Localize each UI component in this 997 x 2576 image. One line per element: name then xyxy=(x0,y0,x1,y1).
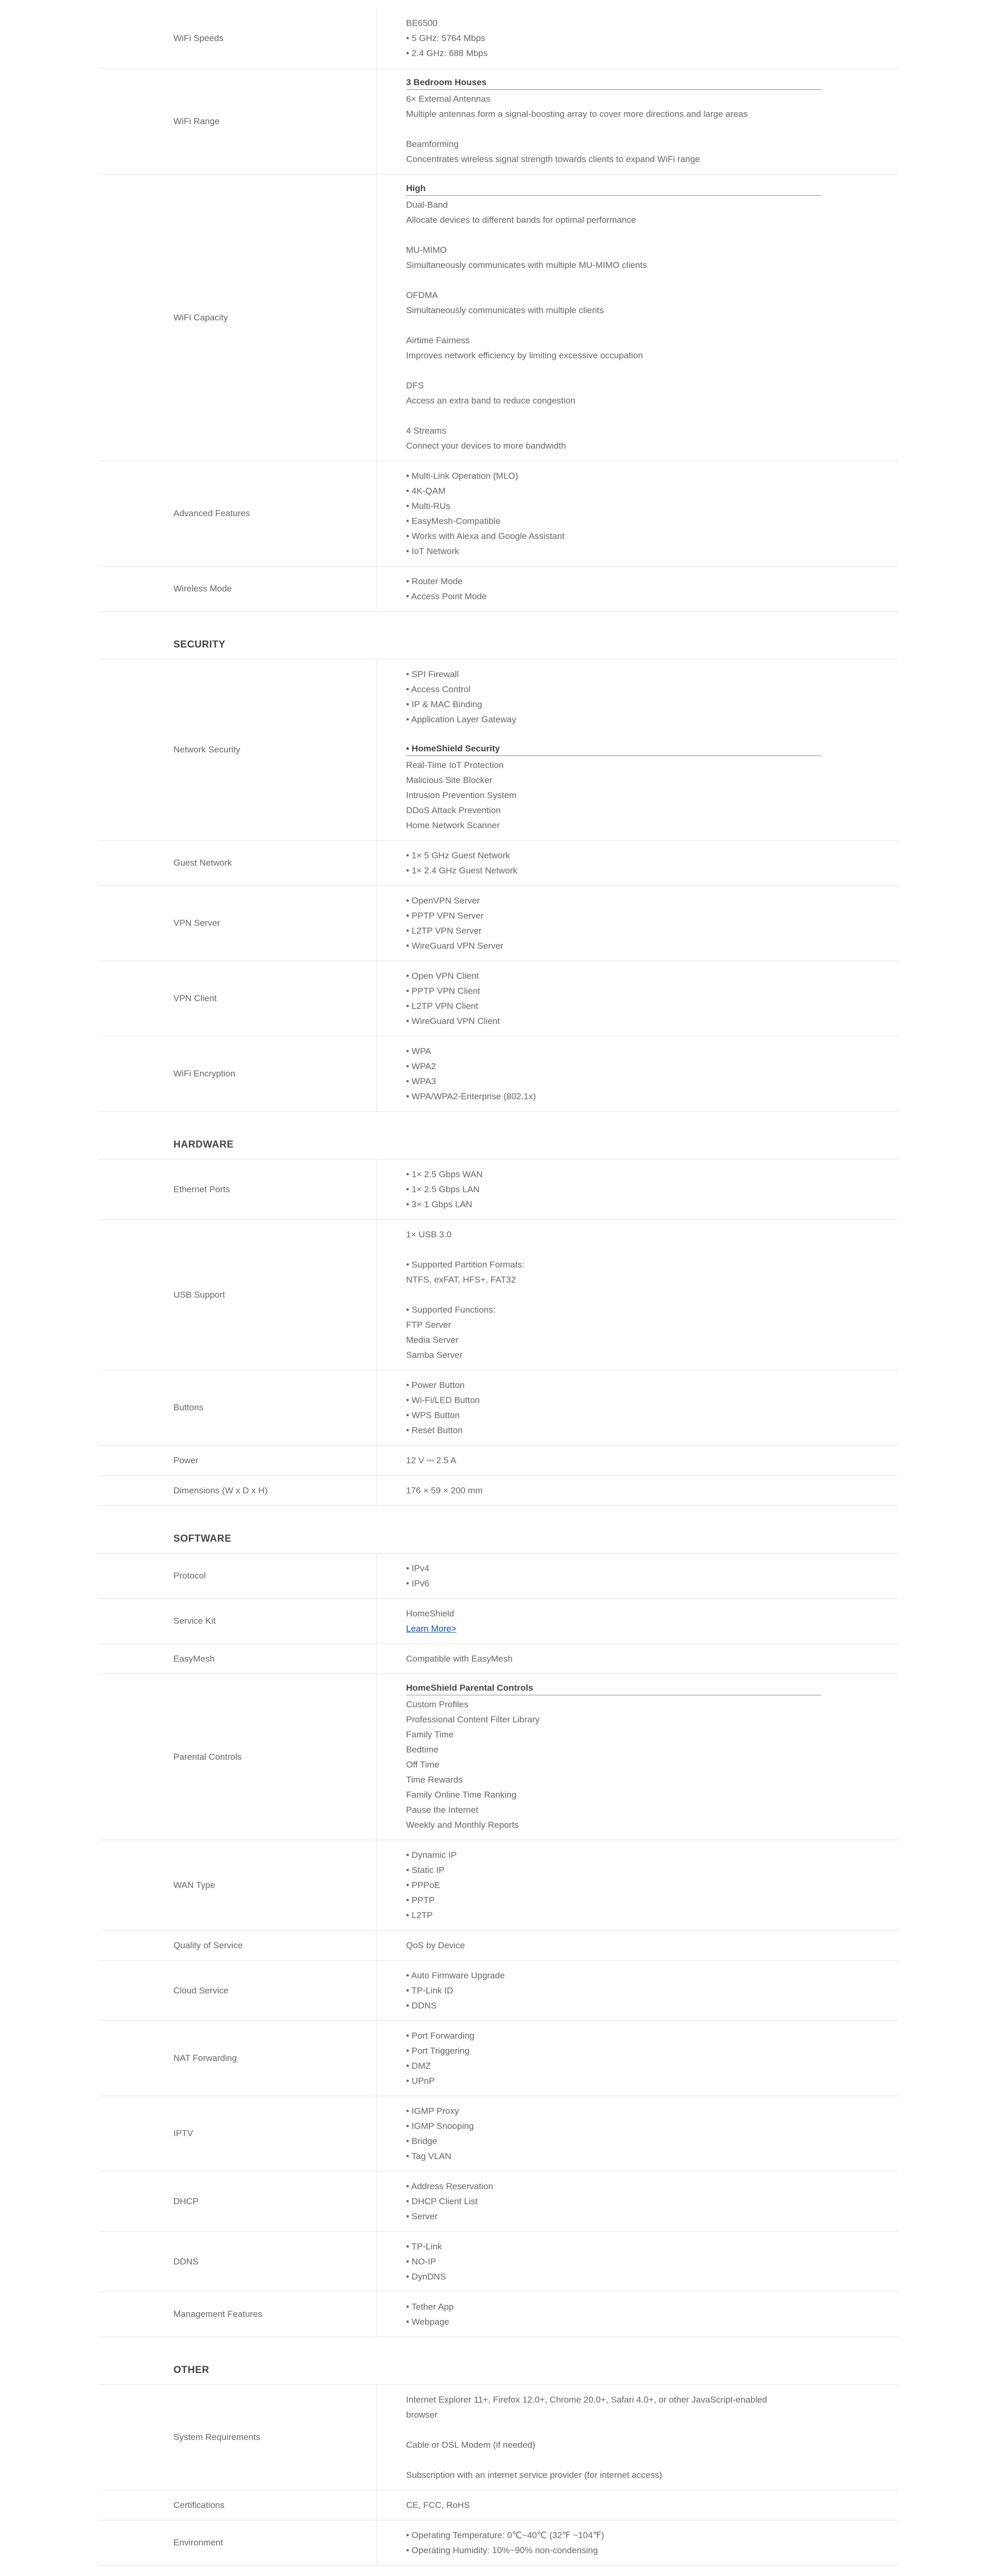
spec-line: • Access Control xyxy=(406,684,471,694)
spec-line: Malicious Site Blocker xyxy=(406,775,493,785)
spec-value xyxy=(377,1599,898,1643)
spec-line: • WPS Button xyxy=(406,1410,460,1420)
spec-value xyxy=(377,961,898,1036)
spec-row-easymesh xyxy=(99,1644,898,1674)
spec-line: • IP & MAC Binding xyxy=(406,699,482,709)
spec-line: Improves network efficiency by limiting excessive occupation xyxy=(406,350,643,360)
spec-value xyxy=(377,886,898,961)
spec-row-system-requirements xyxy=(99,2385,898,2490)
spec-row-cloud-service xyxy=(99,1961,898,2021)
spec-line: MU-MIMO xyxy=(406,245,447,255)
spec-label: System Requirements xyxy=(99,2385,377,2490)
spec-line: • Multi-RUs xyxy=(406,501,451,511)
spec-line: • DMZ xyxy=(406,2061,431,2071)
spec-row-dhcp xyxy=(99,2172,898,2232)
spec-row-dimensions-w-x-d-x-h xyxy=(99,1476,898,1506)
spec-line: • Address Reservation xyxy=(406,2181,493,2191)
spec-label: IPTV xyxy=(99,2096,377,2171)
spec-line: • 1× 5 GHz Guest Network xyxy=(406,851,510,860)
spec-label: Wireless Mode xyxy=(99,567,377,611)
spec-subheading: HomeShield Parental Controls xyxy=(406,1681,821,1695)
spec-line: OFDMA xyxy=(406,290,438,300)
spec-row-buttons xyxy=(99,1370,898,1446)
spec-line: • PPTP VPN Server xyxy=(406,911,484,921)
spec-line: • OpenVPN Server xyxy=(406,896,480,906)
spec-line: Samba Server xyxy=(406,1350,463,1360)
spec-line: 12 V ⎓ 2.5 A xyxy=(406,1455,456,1465)
spec-row-usb-support xyxy=(99,1220,898,1370)
spec-value xyxy=(377,659,898,840)
spec-line: • 2.4 GHz: 688 Mbps xyxy=(406,48,488,58)
spec-line: Bedtime xyxy=(406,1745,439,1755)
spec-row-management-features xyxy=(99,2292,898,2337)
spec-label: WiFi Encryption xyxy=(99,1036,377,1111)
spec-row-vpn-client xyxy=(99,961,898,1036)
spec-line: • DHCP Client List xyxy=(406,2196,478,2206)
spec-line: • PPTP VPN Client xyxy=(406,986,480,996)
spec-line: Access an extra band to reduce congestion xyxy=(406,396,576,406)
spec-label: Network Security xyxy=(99,659,377,840)
spec-line: • Reset Button xyxy=(406,1425,463,1435)
spec-table xyxy=(99,0,898,2576)
spec-label: Advanced Features xyxy=(99,461,377,566)
spec-line: • PPTP xyxy=(406,1895,435,1905)
spec-line: Time Rewards xyxy=(406,1775,463,1785)
spec-value xyxy=(377,1674,898,1840)
spec-line: Allocate devices to different bands for optimal performance xyxy=(406,215,636,225)
spec-line: • Router Mode xyxy=(406,576,463,586)
spec-row-protocol xyxy=(99,1554,898,1599)
spec-line: • IGMP Snooping xyxy=(406,2121,474,2131)
spec-label: Environment xyxy=(99,2520,377,2565)
spec-row-wifi-range xyxy=(99,69,898,174)
spec-line: • Supported Partition Formats: xyxy=(406,1260,524,1270)
spec-line: • Static IP xyxy=(406,1865,444,1875)
spec-label: Management Features xyxy=(99,2292,377,2337)
spec-row-ethernet-ports xyxy=(99,1159,898,1220)
spec-line: Compatible with EasyMesh xyxy=(406,1654,513,1664)
spec-row-service-kit xyxy=(99,1599,898,1644)
spec-label: Parental Controls xyxy=(99,1674,377,1840)
spec-line: CE, FCC, RoHS xyxy=(406,2500,470,2510)
spec-value xyxy=(377,2520,898,2565)
spec-line: Family Online Time Ranking xyxy=(406,1790,517,1800)
spec-line: • TP-Link ID xyxy=(406,1986,453,1995)
spec-value xyxy=(377,1159,898,1219)
spec-line: • Webpage xyxy=(406,2317,450,2327)
spec-line: Home Network Scanner xyxy=(406,820,500,830)
spec-line: Subscription with an internet service provider (for internet access) xyxy=(406,2470,663,2480)
block-spacer xyxy=(406,363,898,378)
block-spacer xyxy=(406,1287,898,1302)
spec-row-certifications xyxy=(99,2490,898,2520)
spec-label: Dimensions (W x D x H) xyxy=(99,1476,377,1505)
spec-value xyxy=(377,1840,898,1930)
spec-line: • SPI Firewall xyxy=(406,669,459,679)
spec-line: • NO-IP xyxy=(406,2257,436,2267)
spec-line: • IGMP Proxy xyxy=(406,2106,459,2116)
spec-value xyxy=(377,2385,898,2490)
spec-line: • 1× 2.5 Gbps LAN xyxy=(406,1184,480,1194)
spec-row-vpn-server xyxy=(99,886,898,961)
spec-line: • Application Layer Gateway xyxy=(406,714,516,724)
spec-line: NTFS, exFAT, HFS+, FAT32 xyxy=(406,1275,516,1285)
spec-line: HomeShield xyxy=(406,1609,454,1619)
spec-value xyxy=(377,174,898,461)
spec-line: 6× External Antennas xyxy=(406,94,491,104)
spec-line: 176 × 59 × 200 mm xyxy=(406,1486,483,1495)
link-line xyxy=(406,1621,898,1636)
spec-line: • Dynamic IP xyxy=(406,1850,457,1860)
block-spacer xyxy=(406,727,898,742)
spec-line: Family Time xyxy=(406,1730,454,1739)
spec-line: • Multi-Link Operation (MLO) xyxy=(406,471,518,481)
spec-line: Pause the Internet xyxy=(406,1805,478,1815)
spec-line: • L2TP xyxy=(406,1910,433,1920)
spec-line: QoS by Device xyxy=(406,1940,465,1950)
section-heading-security: SECURITY xyxy=(99,612,898,659)
spec-line: • Operating Humidity: 10%~90% non-condensing xyxy=(406,2545,598,2555)
spec-value xyxy=(377,2096,898,2171)
spec-subheading: High xyxy=(406,182,821,196)
spec-label: VPN Server xyxy=(99,886,377,961)
spec-label: EasyMesh xyxy=(99,1644,377,1674)
spec-line: Concentrates wireless signal strength towards clients to expand WiFi range xyxy=(406,154,700,164)
spec-line: 4 Streams xyxy=(406,426,447,436)
spec-line: DDoS Attack Prevention xyxy=(406,805,501,815)
spec-label: Quality of Service xyxy=(99,1931,377,1960)
spec-line: • TP-Link xyxy=(406,2242,442,2251)
spec-value xyxy=(377,1370,898,1445)
spec-line: • DDNS xyxy=(406,2001,437,2011)
spec-line: Professional Content Filter Library xyxy=(406,1715,540,1724)
spec-row-advanced-features xyxy=(99,461,898,567)
spec-value xyxy=(377,69,898,174)
spec-label: Power xyxy=(99,1446,377,1475)
block-spacer xyxy=(406,408,898,423)
spec-line: • WPA3 xyxy=(406,1076,436,1086)
spec-line: • EasyMesh-Compatible xyxy=(406,516,501,526)
spec-row-environment xyxy=(99,2520,898,2566)
spec-line: • 1× 2.4 GHz Guest Network xyxy=(406,866,518,875)
spec-row-power xyxy=(99,1446,898,1476)
spec-line: • Supported Functions: xyxy=(406,1305,496,1315)
spec-label: NAT Forwarding xyxy=(99,2021,377,2096)
spec-label: VPN Client xyxy=(99,961,377,1036)
spec-line: • Power Button xyxy=(406,1380,465,1390)
spec-label: WAN Type xyxy=(99,1840,377,1930)
spec-line: DFS xyxy=(406,381,424,390)
spec-row-wifi-encryption xyxy=(99,1036,898,1112)
spec-line: • PPPoE xyxy=(406,1880,440,1890)
spec-value xyxy=(377,1931,898,1960)
spec-value xyxy=(377,1961,898,2020)
spec-line: Beamforming xyxy=(406,139,459,149)
spec-line: • Bridge xyxy=(406,2136,437,2146)
block-spacer xyxy=(406,1242,898,1257)
spec-row-nat-forwarding xyxy=(99,2021,898,2096)
spec-subheading: 3 Bedroom Houses xyxy=(406,76,821,90)
learn-more-link[interactable]: Learn More> xyxy=(406,1624,456,1634)
block-spacer xyxy=(406,273,898,288)
block-spacer xyxy=(406,227,898,242)
spec-value xyxy=(377,2021,898,2096)
section-heading-software: SOFTWARE xyxy=(99,1506,898,1554)
spec-row-wifi-speeds xyxy=(99,8,898,69)
spec-value xyxy=(377,461,898,566)
spec-label: Buttons xyxy=(99,1370,377,1445)
section-heading-hardware: HARDWARE xyxy=(99,1112,898,1159)
spec-line: • 1× 2.5 Gbps WAN xyxy=(406,1169,483,1179)
spec-line: • 5 GHz: 5764 Mbps xyxy=(406,33,486,43)
spec-value xyxy=(377,567,898,611)
spec-row-parental-controls xyxy=(99,1674,898,1840)
spec-row-guest-network xyxy=(99,841,898,886)
spec-line: • L2TP VPN Server xyxy=(406,926,482,936)
spec-row-wireless-mode xyxy=(99,567,898,612)
spec-line: Media Server xyxy=(406,1335,459,1345)
spec-line: • IPv6 xyxy=(406,1579,429,1588)
spec-line: Cable or DSL Modem (if needed) xyxy=(406,2440,535,2450)
spec-line: • Access Point Mode xyxy=(406,591,487,601)
spec-line: • WPA/WPA2-Enterprise (802.1x) xyxy=(406,1091,536,1101)
spec-value xyxy=(377,1220,898,1370)
spec-value xyxy=(377,1644,898,1674)
spec-line: • Tag VLAN xyxy=(406,2151,451,2161)
spec-line: Intrusion Prevention System xyxy=(406,790,517,800)
spec-subheading: • HomeShield Security xyxy=(406,742,821,756)
spec-line: • WireGuard VPN Client xyxy=(406,1016,500,1026)
block-spacer xyxy=(406,122,898,137)
block-spacer xyxy=(406,2452,898,2467)
spec-value xyxy=(377,2292,898,2337)
spec-line: • IoT Network xyxy=(406,546,459,556)
spec-line: FTP Server xyxy=(406,1320,451,1330)
section-heading-other: OTHER xyxy=(99,2337,898,2385)
spec-line: • Auto Firmware Upgrade xyxy=(406,1971,505,1980)
spec-value xyxy=(377,841,898,885)
spec-line: • 4K-QAM xyxy=(406,486,446,496)
spec-line: • UPnP xyxy=(406,2076,435,2086)
spec-value xyxy=(377,2172,898,2231)
spec-line: Multiple antennas form a signal-boosting array to cover more directions and large areas xyxy=(406,109,748,119)
spec-line: 1× USB 3.0 xyxy=(406,1230,452,1239)
spec-label: WiFi Capacity xyxy=(99,174,377,461)
spec-line: • DynDNS xyxy=(406,2272,446,2282)
spec-row-wifi-capacity xyxy=(99,174,898,461)
block-spacer xyxy=(406,318,898,333)
spec-line: BE6500 xyxy=(406,18,438,28)
spec-line: Simultaneously communicates with multiple clients xyxy=(406,305,604,315)
spec-value xyxy=(377,1554,898,1598)
spec-line: • 3× 1 Gbps LAN xyxy=(406,1199,473,1209)
spec-line: Off Time xyxy=(406,1760,439,1770)
spec-label: Cloud Service xyxy=(99,1961,377,2020)
spec-label: WiFi Range xyxy=(99,69,377,174)
spec-line: • Port Triggering xyxy=(406,2046,470,2056)
spec-value xyxy=(377,1446,898,1475)
spec-line: • Tether App xyxy=(406,2302,454,2312)
spec-line: • Open VPN Client xyxy=(406,971,479,981)
spec-line: Connect your devices to more bandwidth xyxy=(406,441,567,451)
spec-value xyxy=(377,1476,898,1505)
spec-label: Ethernet Ports xyxy=(99,1159,377,1219)
spec-label: Service Kit xyxy=(99,1599,377,1643)
spec-value xyxy=(377,1036,898,1111)
spec-line: Simultaneously communicates with multiple MU-MIMO clients xyxy=(406,260,647,270)
spec-label: Certifications xyxy=(99,2490,377,2520)
block-spacer xyxy=(406,2422,898,2437)
spec-line: • L2TP VPN Client xyxy=(406,1001,478,1011)
spec-line: browser xyxy=(406,2410,438,2420)
spec-line: • Wi-Fi/LED Button xyxy=(406,1395,480,1405)
spec-line: Weekly and Monthly Reports xyxy=(406,1820,519,1830)
spec-line: • IPv4 xyxy=(406,1563,429,1573)
spec-line: • WPA xyxy=(406,1046,432,1056)
spec-line: • Server xyxy=(406,2211,438,2221)
spec-row-network-security xyxy=(99,659,898,841)
spec-line: • Operating Temperature: 0℃~40℃ (32℉ ~104℉) xyxy=(406,2530,604,2540)
spec-line: Custom Profiles xyxy=(406,1700,468,1709)
spec-line: • WireGuard VPN Server xyxy=(406,941,504,951)
spec-line: Airtime Fairness xyxy=(406,335,470,345)
spec-value xyxy=(377,2232,898,2291)
spec-value xyxy=(377,8,898,68)
spec-label: WiFi Speeds xyxy=(99,8,377,68)
spec-line: Internet Explorer 11+, Firefox 12.0+, Chrome 20.0+, Safari 4.0+, or other JavaScript-enabled xyxy=(406,2395,767,2405)
spec-label: Protocol xyxy=(99,1554,377,1598)
spec-label: DHCP xyxy=(99,2172,377,2231)
spec-line: • Port Forwarding xyxy=(406,2031,475,2041)
spec-label: Guest Network xyxy=(99,841,377,885)
spec-line: Dual-Band xyxy=(406,200,448,210)
spec-label: DDNS xyxy=(99,2232,377,2291)
spec-row-quality-of-service xyxy=(99,1931,898,1961)
spec-line: Real-Time IoT Protection xyxy=(406,760,504,770)
spec-row-ddns xyxy=(99,2232,898,2292)
spec-row-wan-type xyxy=(99,1840,898,1931)
spec-label: USB Support xyxy=(99,1220,377,1370)
spec-row-iptv xyxy=(99,2096,898,2172)
spec-line: • Works with Alexa and Google Assistant xyxy=(406,531,565,541)
spec-line: • WPA2 xyxy=(406,1061,436,1071)
spec-value xyxy=(377,2490,898,2520)
